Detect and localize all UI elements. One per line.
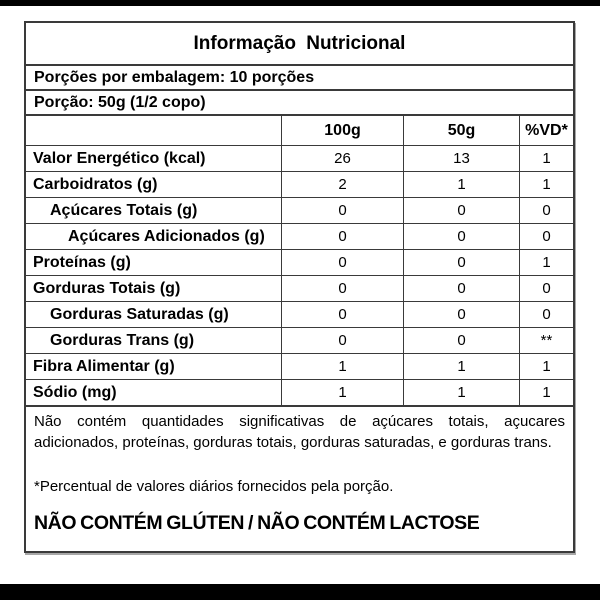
value-50g: 1 — [403, 380, 519, 405]
value-vd: 0 — [519, 198, 573, 223]
value-50g: 13 — [403, 146, 519, 171]
row-label: Gorduras Saturadas (g) — [50, 305, 229, 323]
value-100g: 0 — [281, 250, 403, 275]
column-header-vd: %VD* — [519, 116, 573, 145]
value-vd: 0 — [519, 302, 573, 327]
value-100g: 0 — [281, 328, 403, 353]
value-50g: 0 — [403, 276, 519, 301]
value-vd: 1 — [519, 354, 573, 379]
value-50g: 1 — [403, 354, 519, 379]
table-row-sodium — [26, 379, 573, 405]
row-label: Açúcares Adicionados (g) — [68, 227, 265, 245]
value-100g: 0 — [281, 224, 403, 249]
table-row-trans-fats — [26, 327, 573, 353]
table-row-total-fats — [26, 275, 573, 301]
nutrition-facts-panel — [24, 21, 575, 553]
value-vd: 0 — [519, 224, 573, 249]
footnotes-section — [26, 405, 573, 551]
portion-size: Porção: 50g (1/2 copo) — [26, 89, 573, 114]
column-header-empty — [26, 116, 281, 145]
value-50g: 1 — [403, 172, 519, 197]
row-label: Gorduras Totais (g) — [33, 279, 181, 297]
table-header-row — [26, 114, 573, 145]
row-label: Gorduras Trans (g) — [50, 331, 195, 349]
value-100g: 0 — [281, 302, 403, 327]
daily-value-note: *Percentual de valores diários fornecidos pela porção. — [34, 478, 394, 495]
table-row-added-sugars — [26, 223, 573, 249]
value-vd: 1 — [519, 172, 573, 197]
row-label: Sódio (mg) — [33, 383, 117, 401]
value-100g: 1 — [281, 380, 403, 405]
table-row-saturated-fats — [26, 301, 573, 327]
servings-per-package: Porções por embalagem: 10 porções — [26, 64, 573, 89]
value-50g: 0 — [403, 328, 519, 353]
top-black-bar — [0, 0, 600, 6]
value-vd: 1 — [519, 380, 573, 405]
row-label: Fibra Alimentar (g) — [33, 357, 175, 375]
value-vd: 1 — [519, 250, 573, 275]
value-100g: 1 — [281, 354, 403, 379]
value-50g: 0 — [403, 302, 519, 327]
column-header-50g: 50g — [403, 116, 519, 145]
value-100g: 0 — [281, 198, 403, 223]
value-100g: 0 — [281, 276, 403, 301]
panel-title: Informação Nutricional — [193, 32, 406, 54]
row-label: Proteínas (g) — [33, 253, 131, 271]
row-label: Valor Energético (kcal) — [33, 149, 206, 167]
row-label: Carboidratos (g) — [33, 175, 158, 193]
value-100g: 26 — [281, 146, 403, 171]
value-vd: 1 — [519, 146, 573, 171]
value-50g: 0 — [403, 198, 519, 223]
value-50g: 0 — [403, 250, 519, 275]
allergen-claim: NÃO CONTÉM GLÚTEN / NÃO CONTÉM LACTOSE — [34, 512, 480, 534]
value-100g: 2 — [281, 172, 403, 197]
table-row-total-sugars — [26, 197, 573, 223]
value-vd: ** — [519, 328, 573, 353]
table-row-carbs — [26, 171, 573, 197]
column-header-100g: 100g — [281, 116, 403, 145]
bottom-black-bar — [0, 584, 600, 600]
table-row-proteins — [26, 249, 573, 275]
row-label: Açúcares Totais (g) — [50, 201, 198, 219]
value-vd: 0 — [519, 276, 573, 301]
value-50g: 0 — [403, 224, 519, 249]
table-row-fiber — [26, 353, 573, 379]
insignificant-amounts-note: Não contém quantidades significativas de açúcares totais, açucares adicionados, proteínas, gorduras totais, gorduras saturadas, e gorduras trans. — [34, 413, 565, 451]
table-row-energy — [26, 145, 573, 171]
